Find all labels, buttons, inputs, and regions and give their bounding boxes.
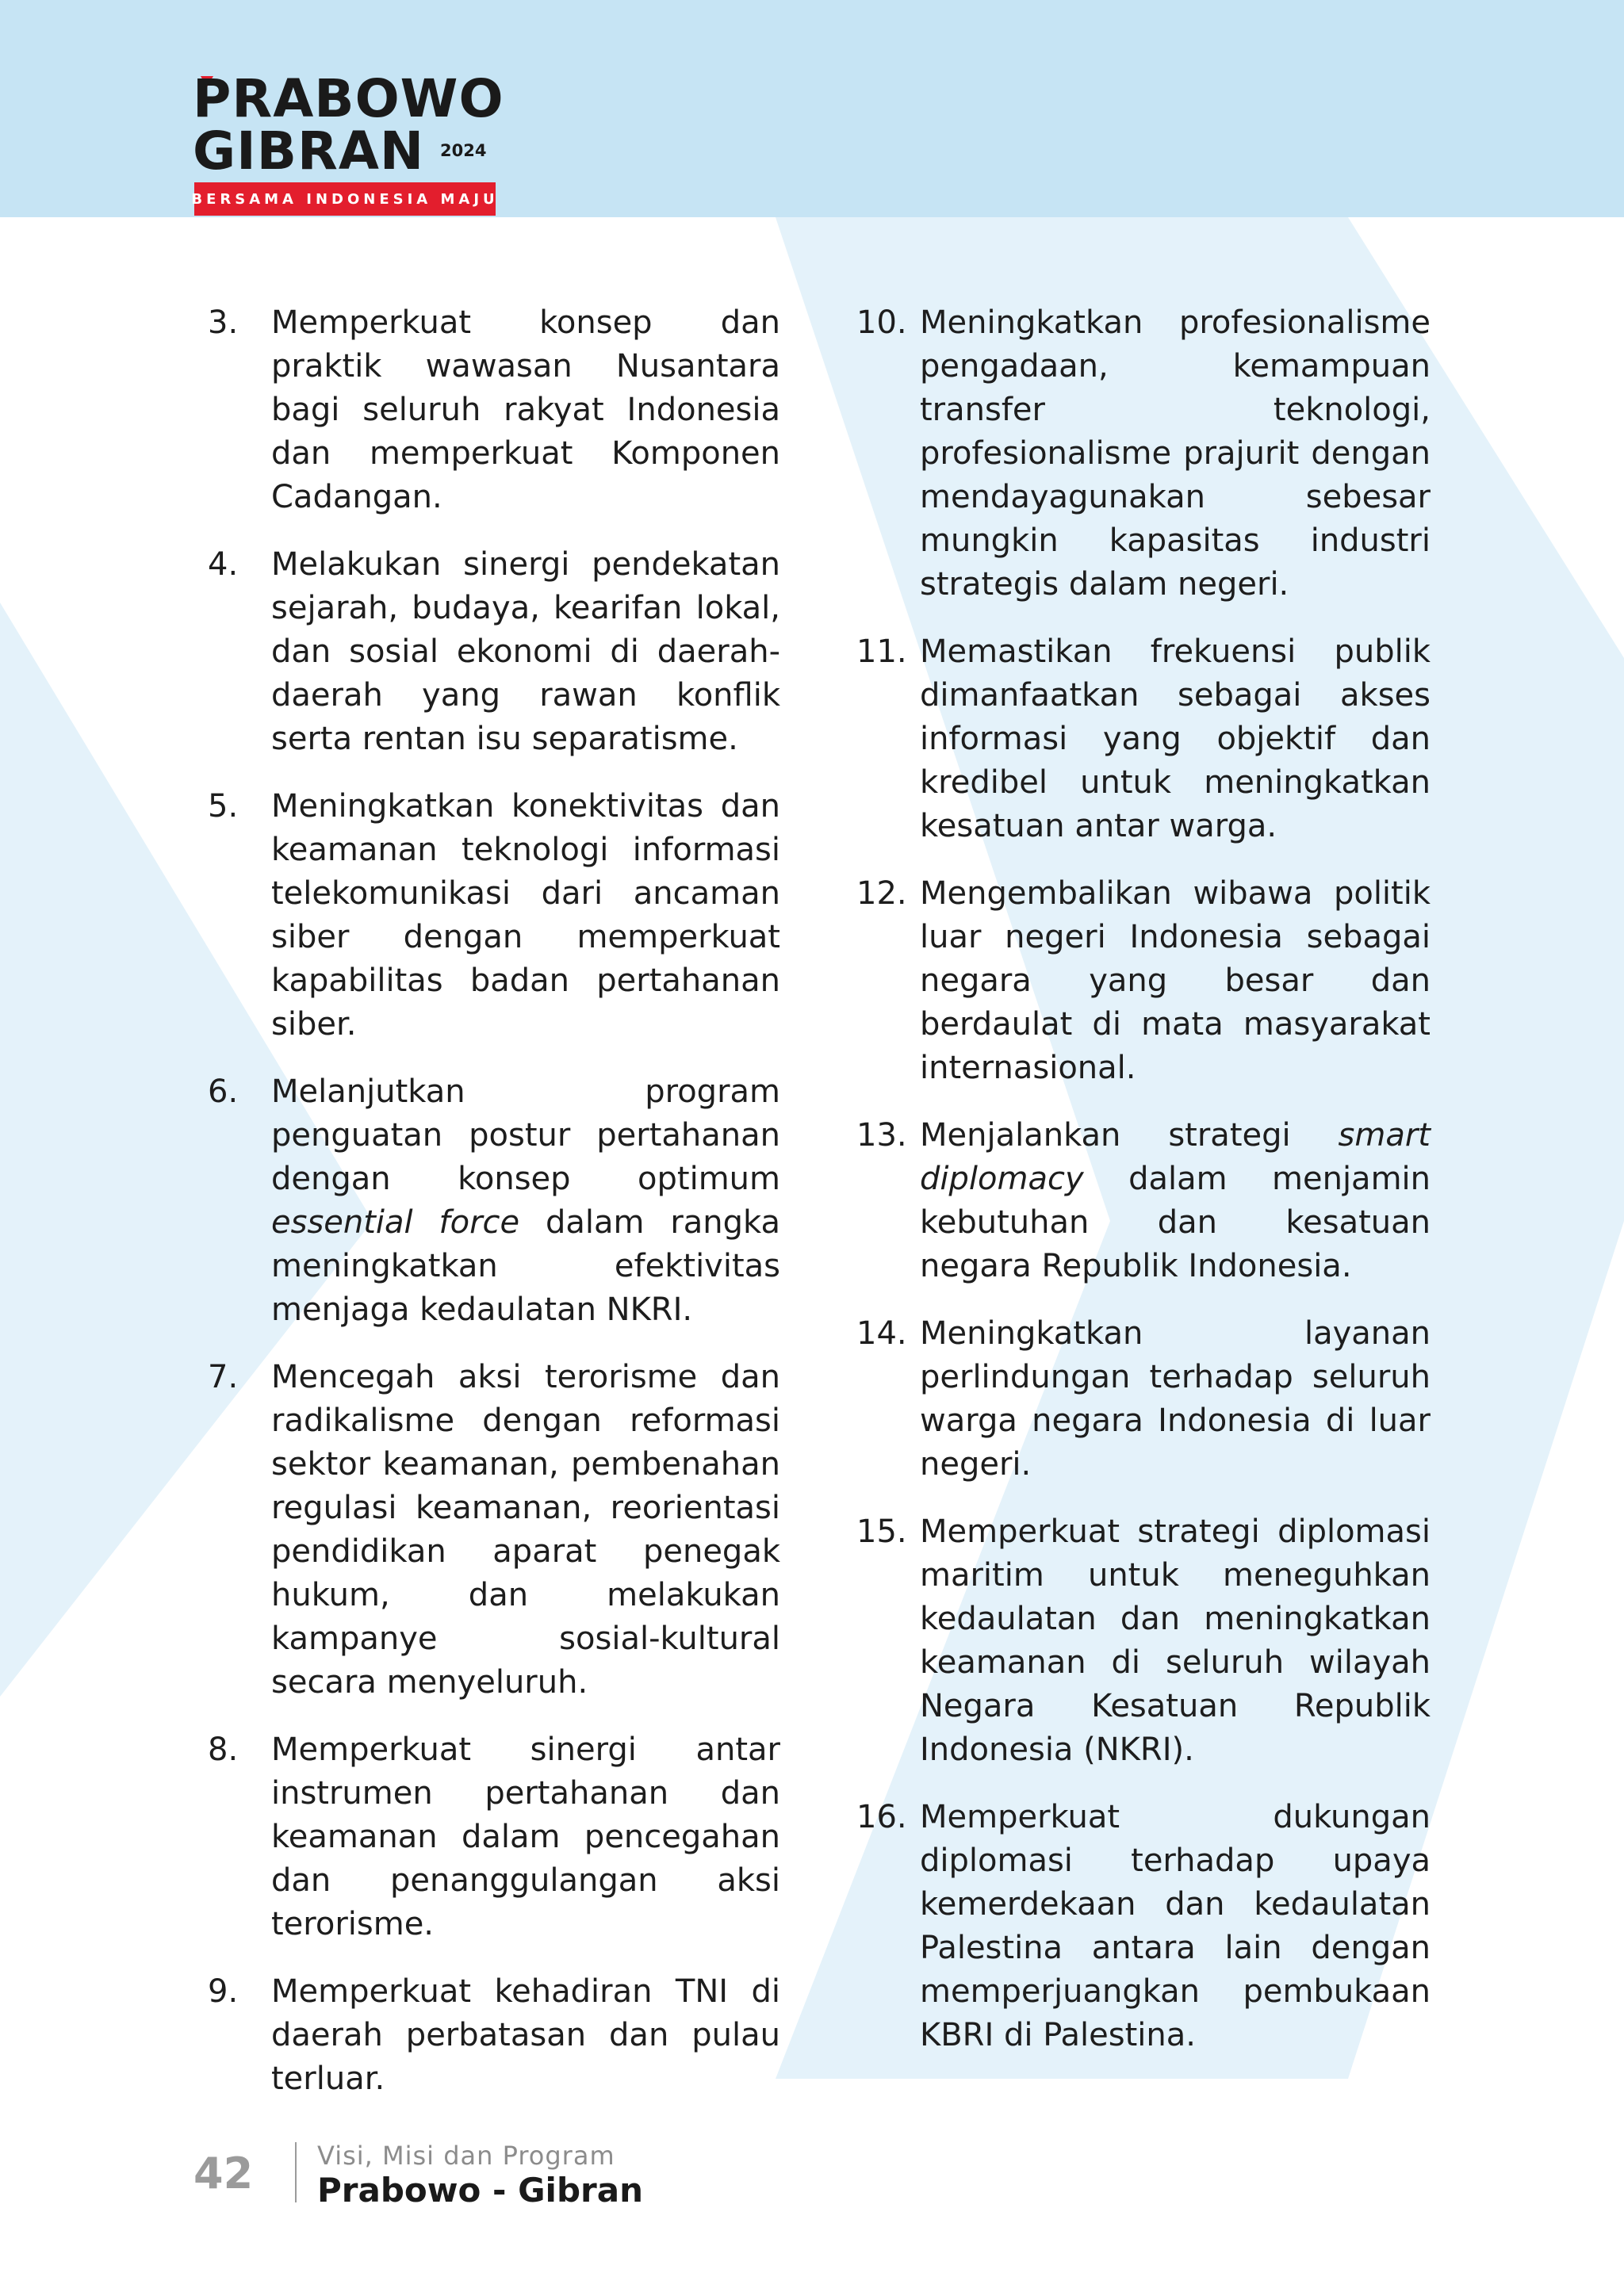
item-text: Mengembalikan wibawa politik luar negeri Indonesia sebagai negara yang besar dan berdaulat di mata masyarakat internasional. xyxy=(920,875,1431,1086)
italic-term: smart diplomacy xyxy=(920,1117,1431,1197)
list-item xyxy=(856,630,1431,848)
item-number: 14. xyxy=(856,1315,907,1352)
item-text: Memperkuat kehadiran TNI di daerah perbatasan dan pulau terluar. xyxy=(271,1973,780,2097)
list-item xyxy=(208,1070,780,1332)
item-text: Melanjutkan program penguatan postur pertahanan dengan konsep optimum essential force dalam rangka meningkatkan efektivitas menjaga kedaulatan NKRI. xyxy=(271,1073,780,1328)
list-item xyxy=(208,543,780,761)
footer-title: Prabowo - Gibran xyxy=(317,2171,643,2210)
item-text: Meningkatkan profesionalisme pengadaan, kemampuan transfer teknologi, profesionalisme prajurit dengan mendayagunakan sebesar mungkin kapasitas industri strategis dalam negeri. xyxy=(920,304,1431,603)
item-number: 4. xyxy=(208,546,239,583)
list-item xyxy=(856,872,1431,1090)
item-number: 13. xyxy=(856,1117,907,1154)
left-column xyxy=(208,301,780,2125)
page-number: 42 xyxy=(193,2149,254,2198)
item-number: 6. xyxy=(208,1073,239,1110)
list-item xyxy=(208,1970,780,2101)
italic-term: essential force xyxy=(271,1204,520,1241)
item-number: 12. xyxy=(856,875,907,912)
item-number: 10. xyxy=(856,304,907,341)
list-item xyxy=(856,1796,1431,2057)
campaign-logo xyxy=(191,68,510,219)
item-number: 9. xyxy=(208,1973,239,2010)
item-number: 3. xyxy=(208,304,239,341)
list-item xyxy=(856,1510,1431,1772)
item-number: 11. xyxy=(856,633,907,670)
item-text: Mencegah aksi terorisme dan radikalisme dengan reformasi sektor keamanan, pembenahan regulasi keamanan, reorientasi pendidikan aparat penegak hukum, dan melakukan kampanye sosial-kultural secara menyeluruh. xyxy=(271,1359,780,1701)
item-text: Memperkuat dukungan diplomasi terhadap upaya kemerdekaan dan kedaulatan Palestina antara lain dengan memperjuangkan pembukaan KBRI di Palestina. xyxy=(920,1799,1431,2053)
item-text: Melakukan sinergi pendekatan sejarah, budaya, kearifan lokal, dan sosial ekonomi di daerah-daerah yang rawan konflik serta rentan isu separatisme. xyxy=(271,546,780,757)
footer-subtitle: Visi, Misi dan Program xyxy=(317,2141,615,2171)
list-item xyxy=(208,1356,780,1705)
list-item xyxy=(856,1312,1431,1487)
item-number: 7. xyxy=(208,1359,239,1395)
item-number: 16. xyxy=(856,1799,907,1835)
logo-year: 2024 xyxy=(440,141,487,160)
item-text: Memperkuat konsep dan praktik wawasan Nusantara bagi seluruh rakyat Indonesia dan memperkuat Komponen Cadangan. xyxy=(271,304,780,515)
list-item xyxy=(208,301,780,519)
item-number: 5. xyxy=(208,788,239,825)
item-text: Memastikan frekuensi publik dimanfaatkan sebagai akses informasi yang objektif dan kredibel untuk meningkatkan kesatuan antar warga. xyxy=(920,633,1431,844)
logo-line-1: PRABOWO xyxy=(193,68,504,129)
list-item xyxy=(856,301,1431,607)
item-text: Memperkuat strategi diplomasi maritim untuk meneguhkan kedaulatan dan meningkatkan keamanan di seluruh wilayah Negara Kesatuan Republik Indonesia (NKRI). xyxy=(920,1513,1431,1768)
footer-divider xyxy=(295,2142,297,2202)
logo-tagline: BERSAMA INDONESIA MAJU xyxy=(194,182,496,216)
item-text: Memperkuat sinergi antar instrumen pertahanan dan keamanan dalam pencegahan dan penanggulangan aksi terorisme. xyxy=(271,1732,780,1942)
item-text: Menjalankan strategi smart diplomacy dalam menjamin kebutuhan dan kesatuan negara Republik Indonesia. xyxy=(920,1117,1431,1284)
logo-line-2: GIBRAN xyxy=(193,121,425,182)
item-text: Meningkatkan layanan perlindungan terhadap seluruh warga negara Indonesia di luar negeri. xyxy=(920,1315,1431,1483)
right-column xyxy=(856,301,1431,2081)
item-number: 15. xyxy=(856,1513,907,1550)
list-item xyxy=(856,1114,1431,1288)
item-text: Meningkatkan konektivitas dan keamanan teknologi informasi telekomunikasi dari ancaman siber dengan memperkuat kapabilitas badan pertahanan siber. xyxy=(271,788,780,1043)
list-item xyxy=(208,1728,780,1946)
item-number: 8. xyxy=(208,1732,239,1768)
list-item xyxy=(208,785,780,1047)
